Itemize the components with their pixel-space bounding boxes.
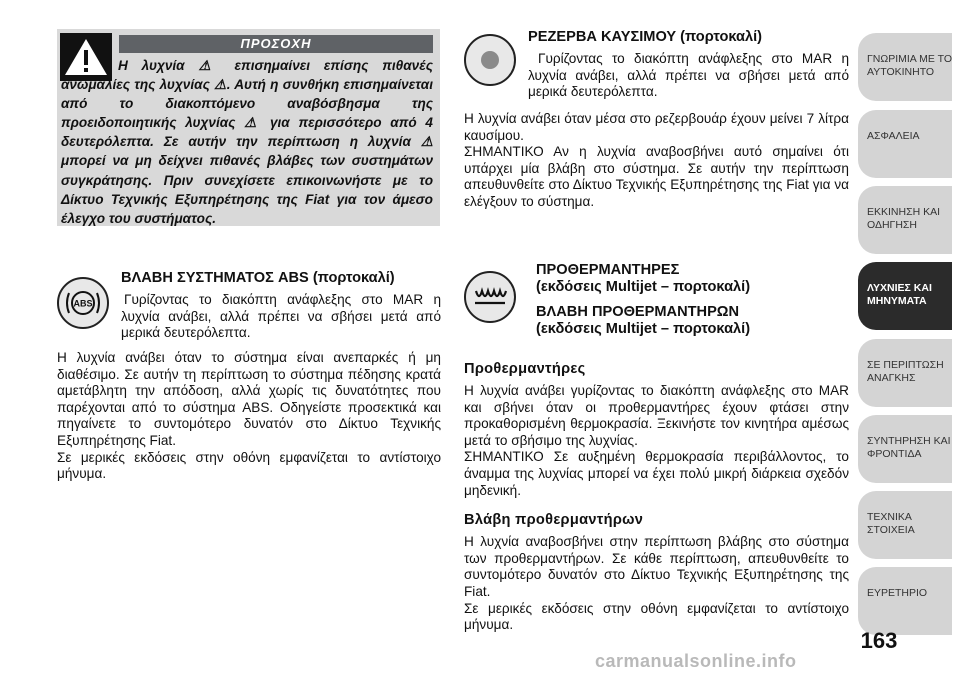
abs-paragraph-2: Σε μερικές εκδόσεις στην οθόνη εμφανίζεται το αντίστοιχο μήνυμα. <box>57 449 441 482</box>
glow-paragraph-2: ΣΗΜΑΝΤΙΚΟ Σε αυξημένη θερμοκρασία περιβάλλοντος, το άναμμα της λυχνίας μπορεί να έχει πολύ μικρή διάρκεια σχεδόν μηδενική. <box>464 449 849 498</box>
glow-title-2b: (εκδόσεις Multijet – πορτοκαλί) <box>536 321 751 337</box>
glow-title-2: ΒΛΑΒΗ ΠΡΟΘΕΡΜΑΝΤΗΡΩΝ <box>536 304 740 320</box>
glow-plug-icon <box>464 271 516 323</box>
abs-section <box>121 270 441 342</box>
abs-body <box>57 350 441 483</box>
abs-warning-icon <box>57 277 109 329</box>
glow-title-1: ΠΡΟΘΕΡΜΑΝΤΗΡΕΣ <box>536 262 680 278</box>
abs-intro: Γυρίζοντας το διακόπτη ανάφλεξης στο MAR η λυχνία ανάβει, αλλά πρέπει να σβήσει μετά από μερικά δευτερόλεπτα. <box>121 292 441 341</box>
fuel-body <box>464 111 849 211</box>
fuel-intro: Γυρίζοντας το διακόπτη ανάφλεξης στο MAR η λυχνία ανάβει, αλλά πρέπει να σβήσει μετά από μερικά δευτερόλεπτα. <box>528 51 849 100</box>
glow-subtitle-1: Προθερμαντήρες <box>464 361 586 377</box>
tab-getting-to-know[interactable]: ΓΝΩΡΙΜΙΑ ΜΕ ΤΟ ΑΥΤΟΚΙΝΗΤΟ <box>858 33 952 101</box>
fuel-title: ΡΕΖΕΡΒΑ ΚΑΥΣΙΜΟΥ (πορτοκαλί) <box>528 29 763 45</box>
warning-text: Η λυχνία ⚠ επισημαίνει επίσης πιθανές ανωμαλίες της λυχνίας ⚠. Αυτή η συνθήκη επισημαίνεται από το διακοπτόμενο αναβόσβησμα της προειδοποιητικής λυχνίας ⚠ για περισσότερο από 4 δευτερόλεπτα. Σε αυτήν την περίπτωση η λυχνία ⚠ μπορεί να μη δείχνει πιθανές βλάβες των συστημάτων συγκράτησης. Πριν συνεχίσετε επικοινωνήστε με το Δίκτυο Τεχνικής Εξυπηρέτησης της Fiat για τον άμεσο έλεγχο του συστήματος. <box>61 58 433 226</box>
fuel-section <box>528 29 849 101</box>
tab-technical-data[interactable]: ΤΕΧΝΙΚΑ ΣΤΟΙΧΕΙΑ <box>858 491 952 559</box>
glow-body <box>464 361 849 634</box>
tab-safety[interactable]: ΑΣΦΑΛΕΙΑ <box>858 110 952 178</box>
glow-titles <box>536 262 850 338</box>
glow-paragraph-1: Η λυχνία ανάβει γυρίζοντας το διακόπτη ανάφλεξης στο MAR και σβήνει όταν οι προθερμαντήρες έχουν φτάσει στην προκαθορισμένη θερμοκρασία. Ξεκινήστε τον κινητήρα αμέσως μετά το σβήσιμο της λυχνίας. <box>464 383 849 448</box>
glow-paragraph-4: Σε μερικές εκδόσεις στην οθόνη εμφανίζεται το αντίστοιχο μήνυμα. <box>464 600 849 633</box>
tab-index[interactable]: ΕΥΡΕΤΗΡΙΟ <box>858 567 952 635</box>
fuel-paragraph-2: ΣΗΜΑΝΤΙΚΟ Αν η λυχνία αναβοσβήνει αυτό σημαίνει ότι υπάρχει μία βλάβη στο σύστημα. Σε αυτήν την περίπτωση απευθυνθείτε στο Δίκτυο Τεχνικής Εξυπηρέτησης της Fiat για να ελέγξουν το σύστημα. <box>464 144 849 209</box>
glow-paragraph-3: Η λυχνία αναβοσβήνει στην περίπτωση βλάβης στο σύστημα των προθερμαντήρων. Σε κάθε περίπτωση, απευθυνθείτε το συντομότερο δυνατόν στο Δίκτυο Τεχνικής Εξυπηρέτησης της Fiat. <box>464 534 849 599</box>
svg-text:ABS: ABS <box>73 298 93 309</box>
fuel-reserve-icon <box>464 34 516 86</box>
glow-title-1b: (εκδόσεις Multijet – πορτοκαλί) <box>536 279 751 295</box>
tab-emergency[interactable]: ΣΕ ΠΕΡΙΠΤΩΣΗ ΑΝΑΓΚΗΣ <box>858 339 952 407</box>
page-number: 163 <box>860 628 898 653</box>
abs-title: ΒΛΑΒΗ ΣΥΣΤΗΜΑΤΟΣ ABS (πορτοκαλί) <box>121 270 395 286</box>
watermark: carmanualsonline.info <box>595 651 797 671</box>
tab-starting-driving[interactable]: ΕΚΚΙΝΗΣΗ ΚΑΙ ΟΔΗΓΗΣΗ <box>858 186 952 254</box>
glow-subtitle-2: Βλάβη προθερμαντήρων <box>464 512 644 529</box>
tab-warning-lights[interactable]: ΛΥΧΝΙΕΣ ΚΑΙ ΜΗΝΥΜΑΤΑ <box>858 262 952 330</box>
fuel-paragraph-1: Η λυχνία ανάβει όταν μέσα στο ρεζερβουάρ έχουν μείνει 7 λίτρα καυσίμου. <box>464 111 849 143</box>
abs-paragraph-1: Η λυχνία ανάβει όταν το σύστημα είναι ανεπαρκές ή μη διαθέσιμο. Σε αυτήν τη περίπτωση το σύστημα πέδησης κρατά αμετάβλητη την απόδοση, αλλά χωρίς τις δυνατότητες που παρέχονται από το σύστημα ABS. Οδηγείστε προσεκτικά και πηγαίνετε το συντομότερο δυνατόν στο Δίκτυο Τεχνικής Εξυπηρέτησης Fiat. <box>57 350 441 448</box>
tab-maintenance[interactable]: ΣΥΝΤΗΡΗΣΗ ΚΑΙ ΦΡΟΝΤΙΔΑ <box>858 415 952 483</box>
warning-header: ΠΡΟΣΟΧΗ <box>119 35 433 53</box>
